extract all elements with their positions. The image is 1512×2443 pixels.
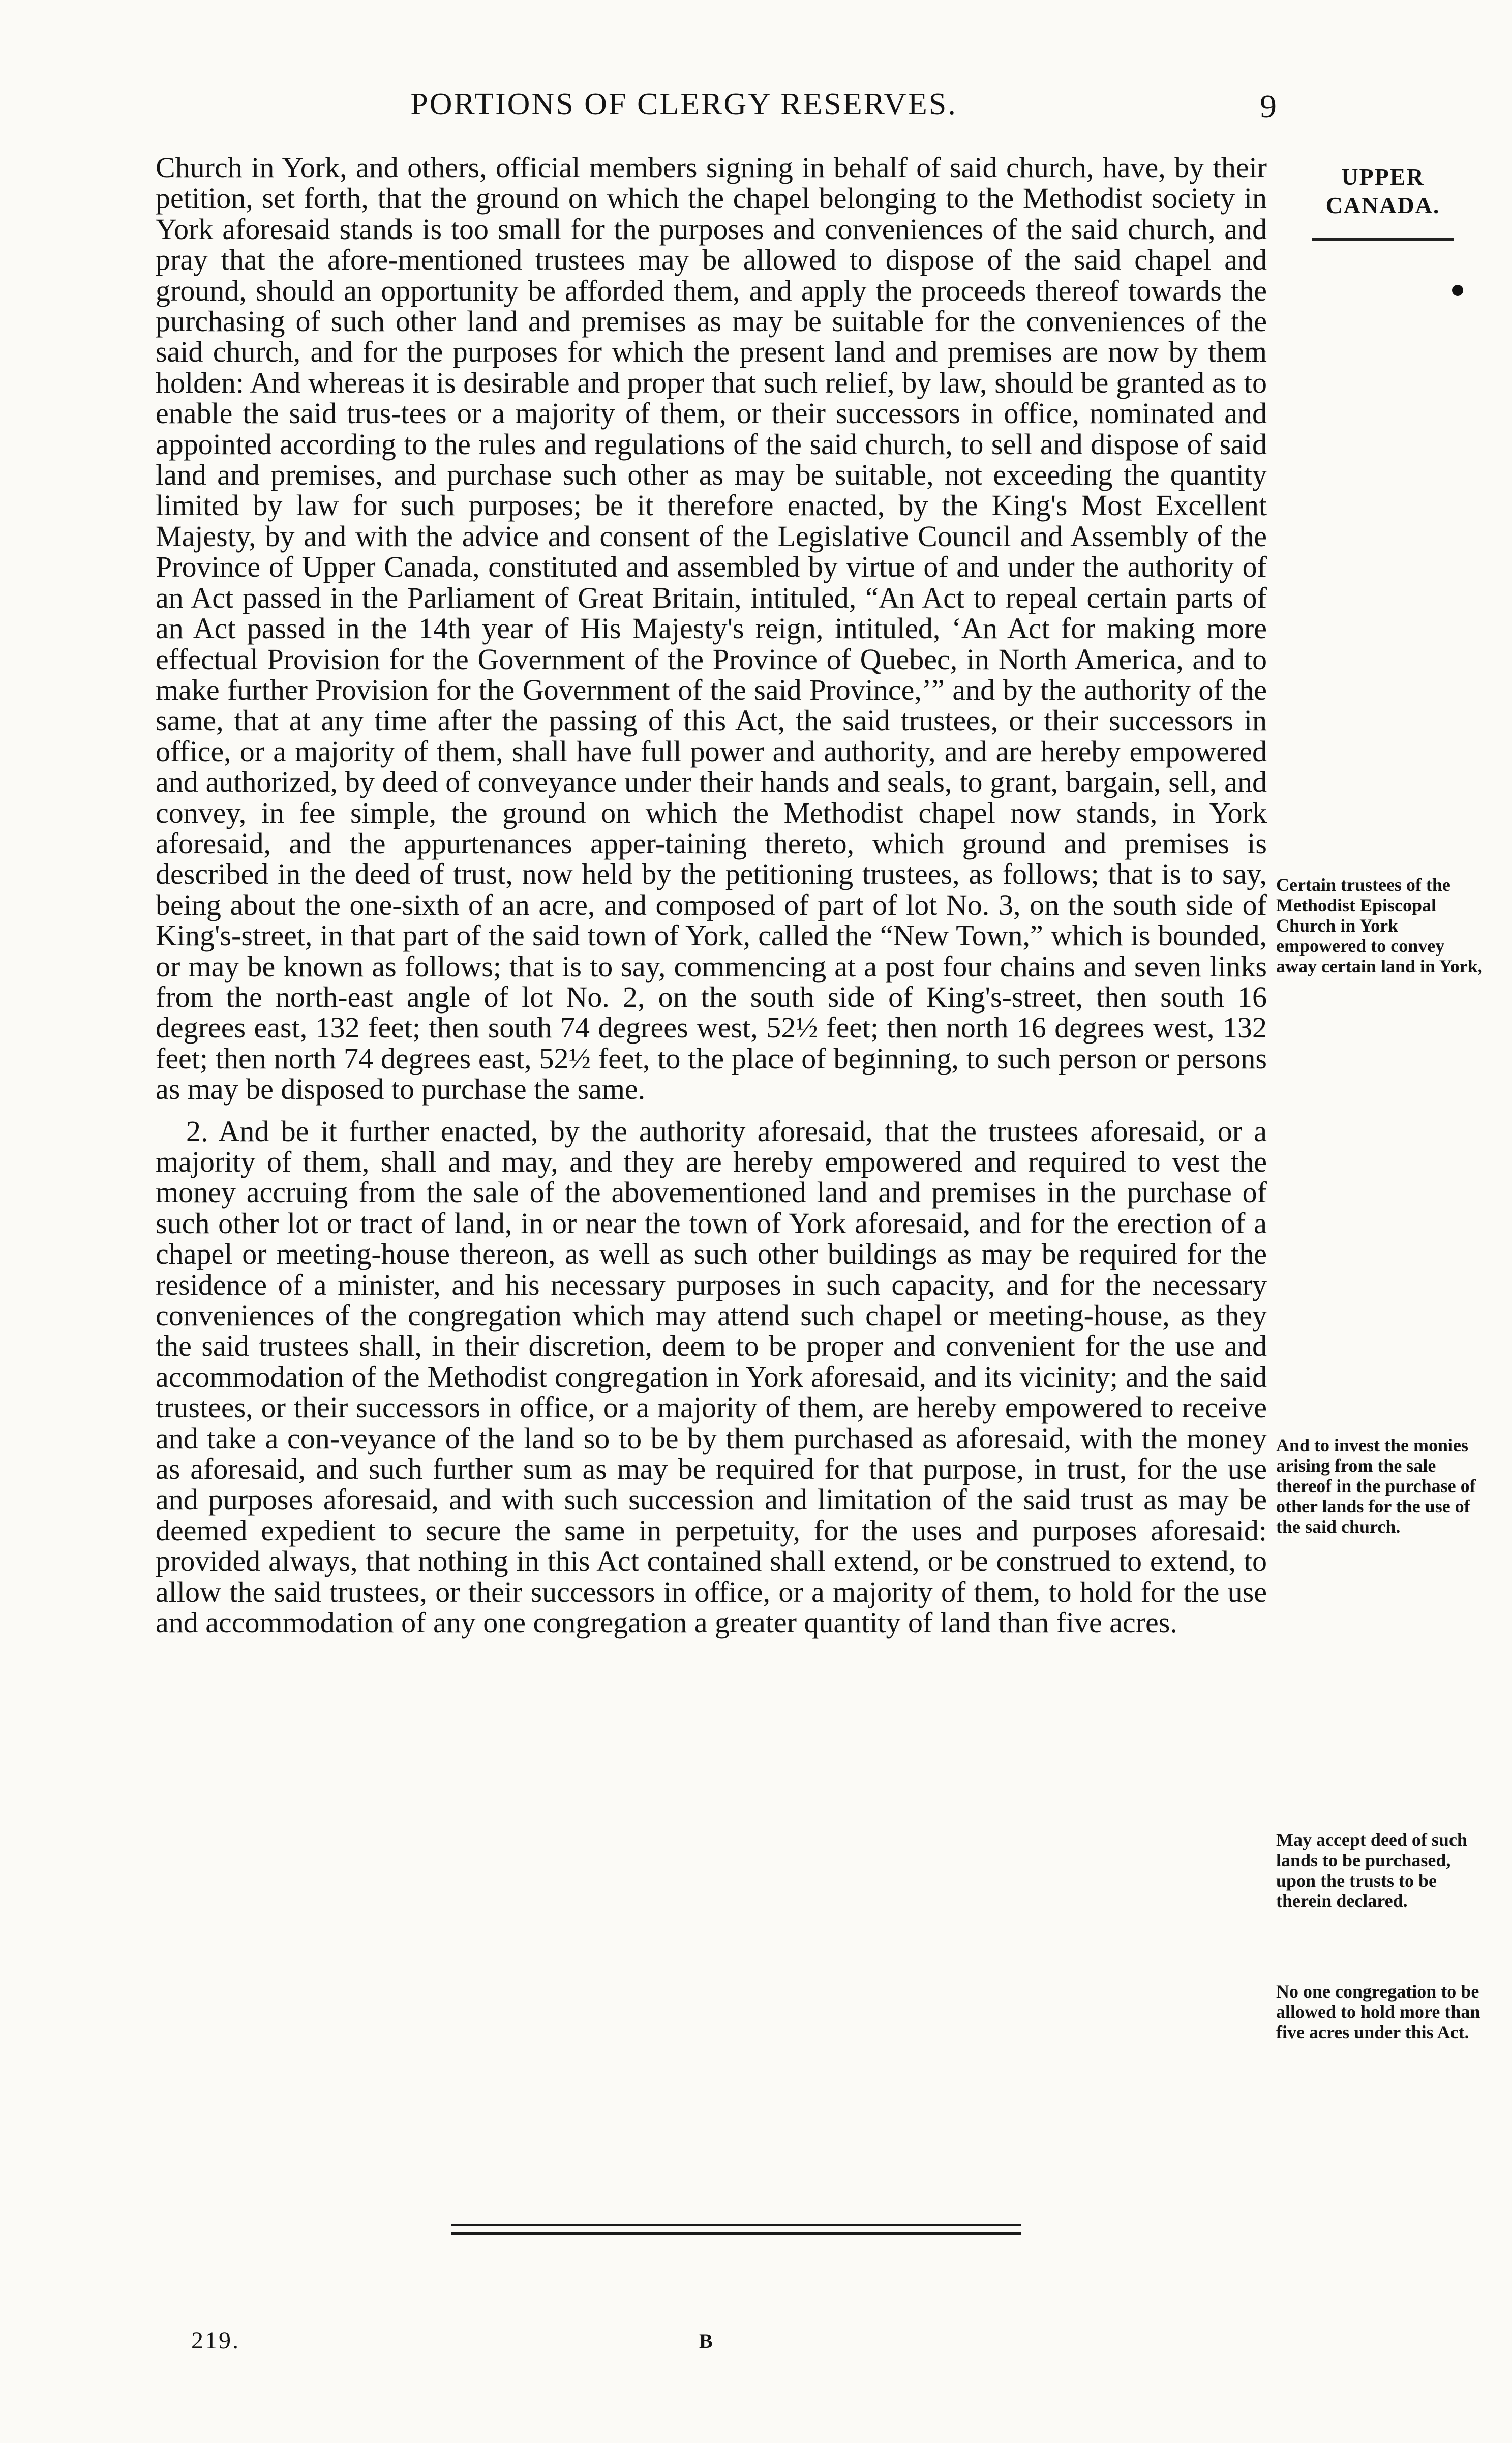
side-note-convey-land: Certain trustees of the Methodist Episcopal Church in York empowered to convey away certain land in York, bbox=[1276, 875, 1483, 976]
margin-heading-line-1: UPPER bbox=[1341, 164, 1425, 190]
side-note-accept-deed: May accept deed of such lands to be purchased, upon the trusts to be therein declared. bbox=[1276, 1830, 1467, 1911]
running-title: PORTIONS OF CLERGY RESERVES. bbox=[410, 87, 957, 122]
paragraph-2: 2. And be it further enacted, by the authority aforesaid, that the trustees aforesaid, or a majority of them, shall and may, and they are hereby empowered and required to vest the money accruing from the sale of the abovementioned land and premises in the purchase of such other lot or tract of land, in or near the town of York aforesaid, and for the erection of a chapel or meeting-house thereon, as well as such other buildings as may be required for the residence of a minister, and his necessary purposes in such capacity, and for the necessary conveniences of the congregation which may attend such chapel or meeting-house, as they the said trustees shall, in their discretion, deem to be proper and convenient for the use and accommodation of the Methodist congregation in York aforesaid, and its vicinity; and the said trustees, or their successors in office, or a majority of them, are hereby empowered to receive and take a con-veyance of the land so to be by them purchased as aforesaid, with the money as aforesaid, and such further sum as may be required for that purpose, in trust, for the use and purposes aforesaid, and with such succession and limitation of the said trust as may be deemed expedient to secure the same in perpetuity, for the uses and purposes aforesaid: provided always, that nothing in this Act contained shall extend, or be construed to extend, to allow the said trustees, or their successors in office, or a majority of them, to hold for the use and accommodation of any one congregation a greater quantity of land than five acres. bbox=[156, 1114, 1267, 1640]
end-rule bbox=[451, 2224, 1021, 2235]
margin-heading-rule bbox=[1312, 238, 1454, 241]
signature-mark: B bbox=[699, 2330, 713, 2352]
side-note-land-limit: No one congregation to be allowed to hold more than five acres under this Act. bbox=[1276, 1981, 1480, 2042]
side-note-invest-monies: And to invest the monies arising from the sale thereof in the purchase of other lands for the use of the said church. bbox=[1276, 1435, 1476, 1537]
body-text bbox=[156, 153, 1267, 1638]
sheet-number: 219. bbox=[191, 2327, 240, 2354]
margin-heading-line-2: CANADA. bbox=[1325, 192, 1440, 218]
margin-heading bbox=[1307, 163, 1459, 220]
paragraph-1: Church in York, and others, official members signing in behalf of said church, have, by their petition, set forth, that the ground on which the chapel belonging to the Methodist society in York aforesaid stands is too small for the purposes and conveniences of the said church, and pray that the afore-mentioned trustees may be allowed to dispose of the said chapel and ground, should an opportunity be afforded them, and apply the proceeds thereof towards the purchasing of such other land and premises as may be suitable for the conveniences of the said church, and for the purposes for which the present land and premises are now by them holden: And whereas it is desirable and proper that such relief, by law, should be granted as to enable the said trus-tees or a majority of them, or their successors in office, nominated and appointed according to the rules and regulations of the said church, to sell and dispose of said land and premises, and purchase such other as may be suitable, not exceeding the quantity limited by law for such purposes; be it therefore enacted, by the King's Most Excellent Majesty, by and with the advice and consent of the Legislative Council and Assembly of the Province of Upper Canada, constituted and assembled by virtue of and under the authority of an Act passed in the Parliament of Great Britain, intituled, “An Act to repeal certain parts of an Act passed in the 14th year of His Majesty's reign, intituled, ‘An Act for making more effectual Provision for the Government of the Province of Quebec, in North America, and to make further Provision for the Government of the said Province,’” and by the authority of the same, that at any time after the passing of this Act, the said trustees, or their successors in office, or a majority of them, shall have full power and authority, and are hereby empowered and authorized, by deed of conveyance under their hands and seals, to grant, bargain, sell, and convey, in fee simple, the ground on which the Methodist chapel now stands, in York aforesaid, and the appurtenances apper-taining thereto, which ground and premises is described in the deed of trust, now held by the petitioning trustees, as follows; that is to say, being about the one-sixth of an acre, and composed of part of lot No. 3, on the south side of King's-street, in that part of the said town of York, called the “New Town,” which is bounded, or may be known as follows; that is to say, commencing at a post four chains and seven links from the north-east angle of lot No. 2, on the south side of King's-street, then south 16 degrees east, 132 feet; then south 74 degrees west, 52½ feet; then north 16 degrees west, 132 feet; then north 74 degrees east, 52½ feet, to the place of beginning, to such person or persons as may be disposed to purchase the same. bbox=[156, 151, 1267, 1106]
ink-speck bbox=[1452, 285, 1463, 296]
page-number: 9 bbox=[1260, 88, 1277, 125]
